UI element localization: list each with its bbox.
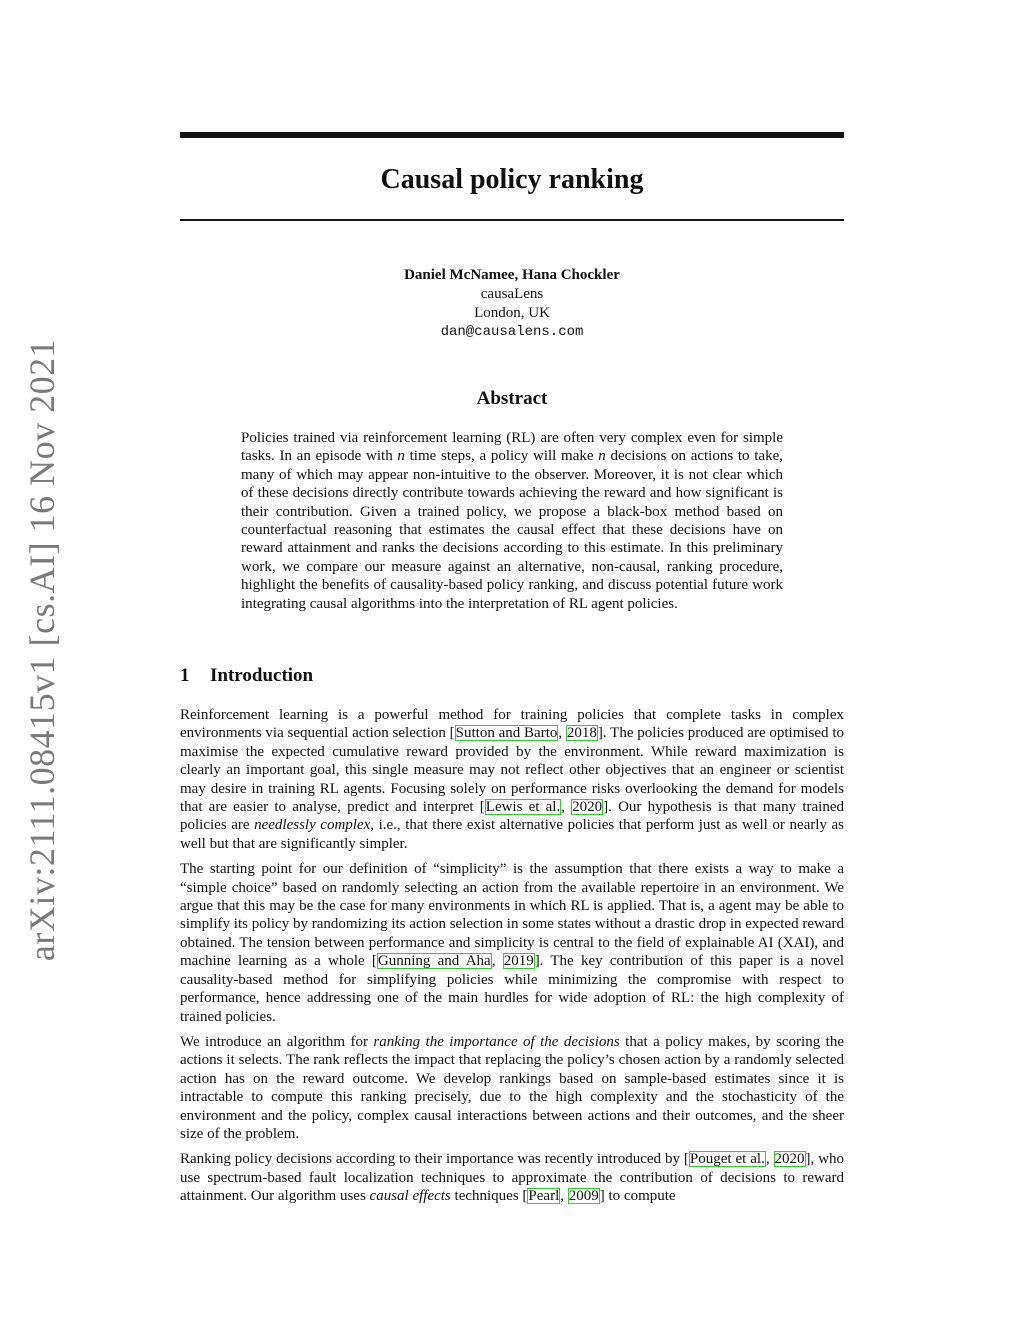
paper-title: Causal policy ranking — [380, 164, 644, 195]
paragraph-text: ]. The policies produced are optimised to maximise the expected cumulative reward provided by the environment. While reward maximization is clearly an important goal, this single measure may not reflect other objectives that an engineer or scientist may desire in training RL agents. Focusing solely on performance risks overlooking the demand for models that are easier to analyse, predict and interpret [ — [180, 725, 845, 816]
paragraph-text: ] to compute — [599, 1188, 676, 1205]
paragraph — [180, 1150, 844, 1205]
paragraph — [180, 706, 844, 853]
citation-separator: , — [560, 1188, 568, 1205]
paragraph-text: ], who use spectrum-based fault localization techniques to approximate the contribution of decisions to reward attainment. Our algorithm uses — [180, 1151, 845, 1205]
paragraph-text: We introduce an algorithm for — [180, 1033, 374, 1050]
math-variable-n: n — [397, 448, 405, 465]
citation-link[interactable]: 2009 — [568, 1188, 599, 1205]
citation-link[interactable]: 2020 — [774, 1151, 805, 1168]
paragraph-text: ]. The key contribution of this paper is a novel causality-based method for simplifying policies while minimizing the compromise with respect to performance, hence addressing one of the main hurdles for wide adoption of RL: the high complexity of trained policies. — [180, 953, 844, 1025]
citation-link[interactable]: Pearl — [528, 1188, 560, 1205]
citation-link[interactable]: 2020 — [572, 799, 603, 816]
citation-separator: , — [561, 799, 572, 816]
paragraph-text: , i.e., that there exist alternative policies that perform just as well or nearly as well but that are significantly simpler. — [180, 817, 844, 852]
arxiv-identifier: arXiv:2111.08415v1 [cs.AI] 16 Nov 2021 — [22, 338, 62, 962]
emphasis-text: causal effects — [369, 1188, 451, 1205]
author-block — [180, 266, 844, 342]
citation-link[interactable]: Lewis et al. — [485, 799, 561, 816]
emphasis-text: ranking the importance of the decisions — [373, 1033, 620, 1050]
citation-separator: , — [491, 953, 503, 970]
section-number: 1 — [180, 665, 190, 686]
paragraph-text: techniques [ — [450, 1188, 528, 1205]
abstract-text — [241, 429, 783, 613]
title-bottom-rule — [180, 219, 844, 221]
citation-link[interactable]: Sutton and Barto — [455, 725, 558, 742]
abstract-text-part: time steps, a policy will make — [404, 448, 599, 465]
citation-link[interactable]: Pouget et al. — [689, 1151, 765, 1168]
paragraph-text: that a policy makes, by scoring the actions it selects. The rank reflects the impact that replacing the policy’s chosen action by a randomly selected action has on the reward outcome. We develop rankings based on sample-based estimates since it is intractable to compute this ranking precisely, due to the high complexity and the stochasticity of the environment and the policy, complex causal interactions between actions and their outcomes, and the sheer size of the problem. — [180, 1033, 844, 1142]
paragraph-text: Reinforcement learning is a powerful method for training policies that complete tasks in complex environments via sequential action selection [ — [180, 707, 844, 742]
paragraph-text: ]. Our hypothesis is that many trained policies are — [180, 799, 844, 834]
citation-link[interactable]: 2018 — [566, 725, 597, 742]
author-affiliation: causaLens — [480, 286, 544, 302]
math-variable-n: n — [598, 448, 606, 465]
citation-link[interactable]: 2019 — [503, 953, 534, 970]
abstract-heading: Abstract — [476, 388, 548, 409]
paragraph-text: The starting point for our definition of “simplicity” is the assumption that there exists a way to make a “simple choice” based on randomly selecting an action from the available repertoire in an environment. We argue that this may be the case for many environments in which RL is applied. That is, a agent may be able to simplify its policy by randomizing its action selection in some states without a drastic drop in expected reward obtained. The tension between performance and simplicity is central to the field of explainable AI (XAI), and machine learning as a whole [ — [180, 861, 844, 970]
author-names: Daniel McNamee, Hana Chockler — [404, 267, 620, 283]
abstract-text-part: Policies trained via reinforcement learning (RL) are often very complex even for simple tasks. In an episode with — [241, 430, 783, 465]
section-title: Introduction — [210, 665, 314, 686]
section-heading-introduction — [180, 663, 313, 689]
title-top-rule — [180, 132, 844, 138]
citation-separator: , — [765, 1151, 774, 1168]
emphasis-text: needlessly complex — [254, 817, 371, 834]
citation-separator: , — [558, 725, 566, 742]
paragraph — [180, 860, 844, 1026]
citation-link[interactable]: Gunning and Aha — [377, 953, 491, 970]
paragraph — [180, 1033, 844, 1143]
paragraph-text: Ranking policy decisions according to their importance was recently introduced by [ — [180, 1151, 689, 1168]
author-email[interactable]: dan@causalens.com — [440, 324, 584, 340]
introduction-body — [180, 706, 844, 1213]
abstract-text-part: decisions on actions to take, many of which may appear non-intuitive to the observer. Moreover, it is not clear which of these decisions directly contribute towards achieving the reward and how significant is their contribution. Given a trained policy, we propose a black-box method based on counterfactual reasoning that estimates the causal effect that these decisions have on reward attainment and ranks the decisions according to this estimate. In this preliminary work, we compare our measure against an alternative, non-causal, ranking procedure, highlight the benefits of causality-based policy ranking, and discuss potential future work integrating causal algorithms into the interpretation of RL agent policies. — [241, 448, 783, 612]
author-location: London, UK — [474, 305, 550, 321]
